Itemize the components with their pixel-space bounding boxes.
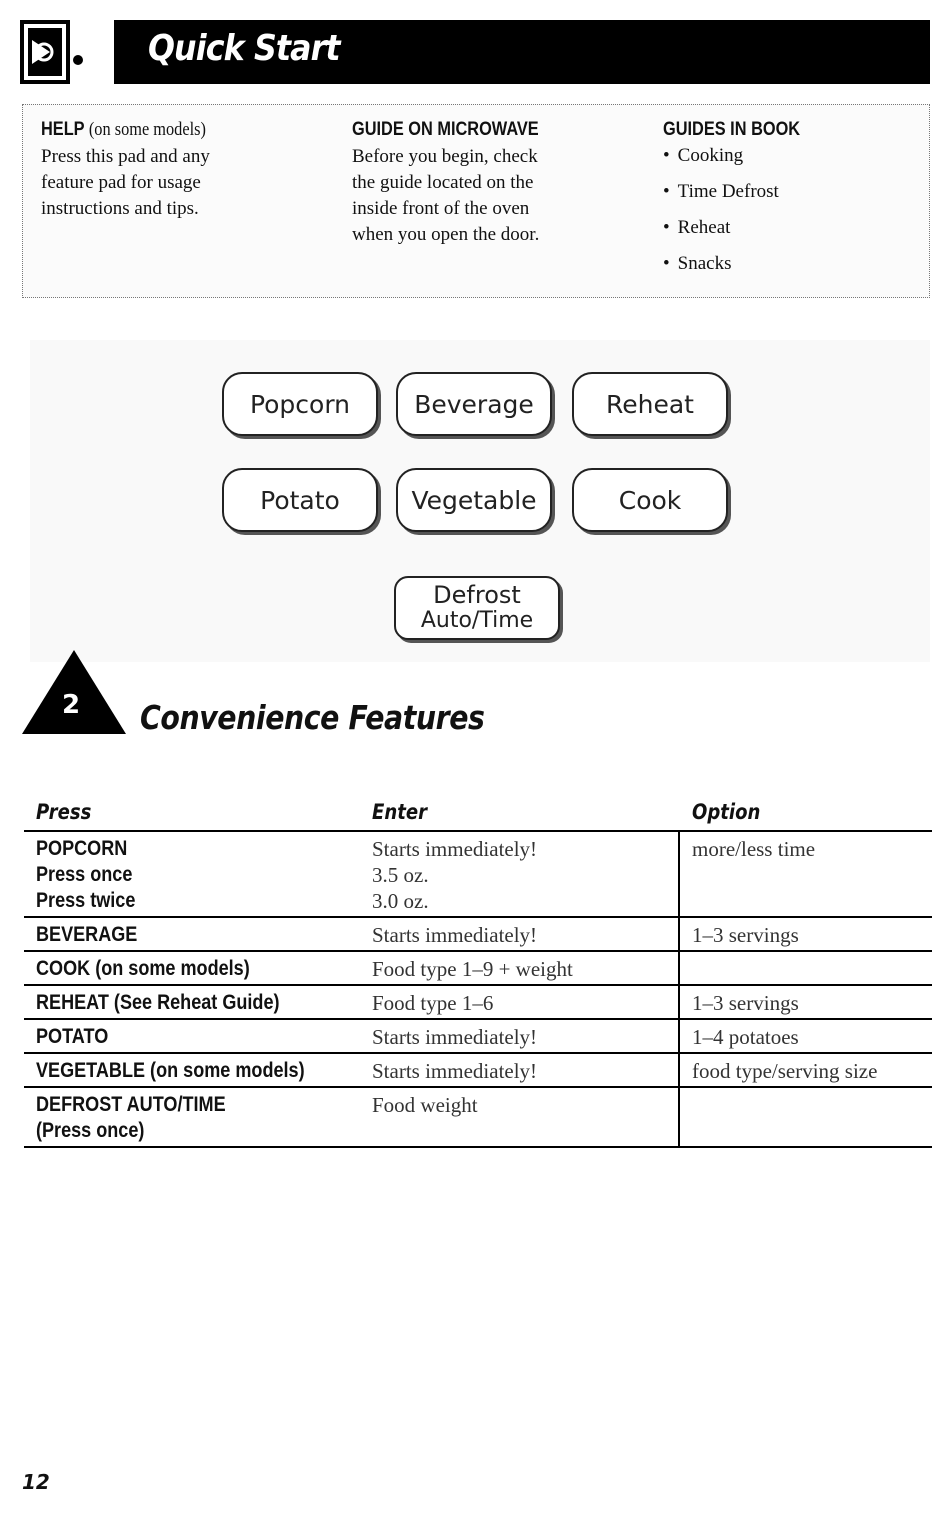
option-cell: food type/serving size [692, 1059, 878, 1083]
press-cell: REHEAT (See Reheat Guide) [36, 991, 280, 1014]
guide-on-microwave-heading: GUIDE ON MICROWAVE [352, 119, 539, 140]
table-row [24, 918, 932, 952]
quick-start-logo-icon [20, 20, 84, 84]
option-cell: 1–3 servings [692, 923, 799, 947]
press-cell: DEFROST AUTO/TIME [36, 1093, 226, 1116]
auto-time-key-label: Auto/Time [420, 608, 534, 633]
press-cell: POPCORN [36, 837, 128, 860]
table-row [24, 1088, 932, 1148]
guides-in-book-column [663, 119, 822, 289]
press-cell: POTATO [36, 1025, 109, 1048]
option-cell: 1–4 potatoes [692, 1025, 799, 1049]
option-cell: more/less time [692, 837, 816, 861]
table-row [24, 1020, 932, 1054]
page-title: Quick Start [148, 28, 340, 69]
reheat-key: Reheat [572, 372, 728, 436]
guide-text-line: when you open the door. [352, 224, 540, 245]
table-row [24, 1054, 932, 1088]
cook-key: Cook [572, 468, 728, 532]
defrost-auto-time-key [394, 576, 560, 640]
beverage-key: Beverage [396, 372, 552, 436]
table-row [24, 832, 932, 918]
enter-cell: Food type 1–6 [372, 991, 494, 1015]
table-header [24, 796, 932, 832]
defrost-key-label: Defrost [433, 581, 521, 609]
enter-cell: Food weight [372, 1093, 478, 1117]
option-cell: 1–3 servings [692, 991, 799, 1015]
guides-in-book-heading: GUIDES IN BOOK [663, 119, 801, 140]
section-title: Convenience Features [140, 698, 485, 737]
guide-text-line: the guide located on the [352, 172, 534, 193]
guide-on-microwave-column [352, 119, 569, 248]
popcorn-key: Popcorn [222, 372, 378, 436]
enter-cell: 3.5 oz. [372, 863, 429, 887]
keypad-illustration [30, 340, 930, 662]
press-cell: COOK (on some models) [36, 957, 250, 980]
enter-column-header: Enter [372, 800, 427, 824]
potato-key: Potato [222, 468, 378, 532]
guide-text-line: inside front of the oven [352, 198, 530, 219]
guide-list-item: • Time Defrost [663, 181, 822, 217]
page-number: 12 [22, 1470, 50, 1494]
guide-list-item: • Snacks [663, 253, 822, 289]
press-cell: (Press once) [36, 1119, 145, 1142]
help-text-line: instructions and tips. [41, 198, 199, 219]
section-number: 2 [62, 690, 81, 720]
press-cell: VEGETABLE (on some models) [36, 1059, 305, 1082]
enter-cell: Food type 1–9 + weight [372, 957, 573, 981]
guide-list-item: • Reheat [663, 217, 822, 253]
press-column-header: Press [36, 800, 92, 824]
enter-cell: 3.0 oz. [372, 889, 429, 913]
help-text-line: Press this pad and any [41, 146, 210, 167]
help-box [22, 104, 930, 298]
help-text-line: feature pad for usage [41, 172, 201, 193]
enter-cell: Starts immediately! [372, 1025, 538, 1049]
enter-cell: Starts immediately! [372, 1059, 538, 1083]
press-cell: Press twice [36, 889, 136, 912]
help-heading: HELP (on some models) [41, 119, 206, 140]
guide-text-line: Before you begin, check [352, 146, 538, 167]
press-cell: Press once [36, 863, 133, 886]
convenience-features-table [24, 796, 932, 1148]
table-row [24, 986, 932, 1020]
enter-cell: Starts immediately! [372, 837, 538, 861]
option-column-header: Option [692, 800, 761, 824]
guide-list-item: • Cooking [663, 145, 822, 181]
vegetable-key: Vegetable [396, 468, 552, 532]
help-column [41, 119, 233, 222]
header-banner [114, 20, 930, 84]
enter-cell: Starts immediately! [372, 923, 538, 947]
table-row [24, 952, 932, 986]
press-cell: BEVERAGE [36, 923, 138, 946]
